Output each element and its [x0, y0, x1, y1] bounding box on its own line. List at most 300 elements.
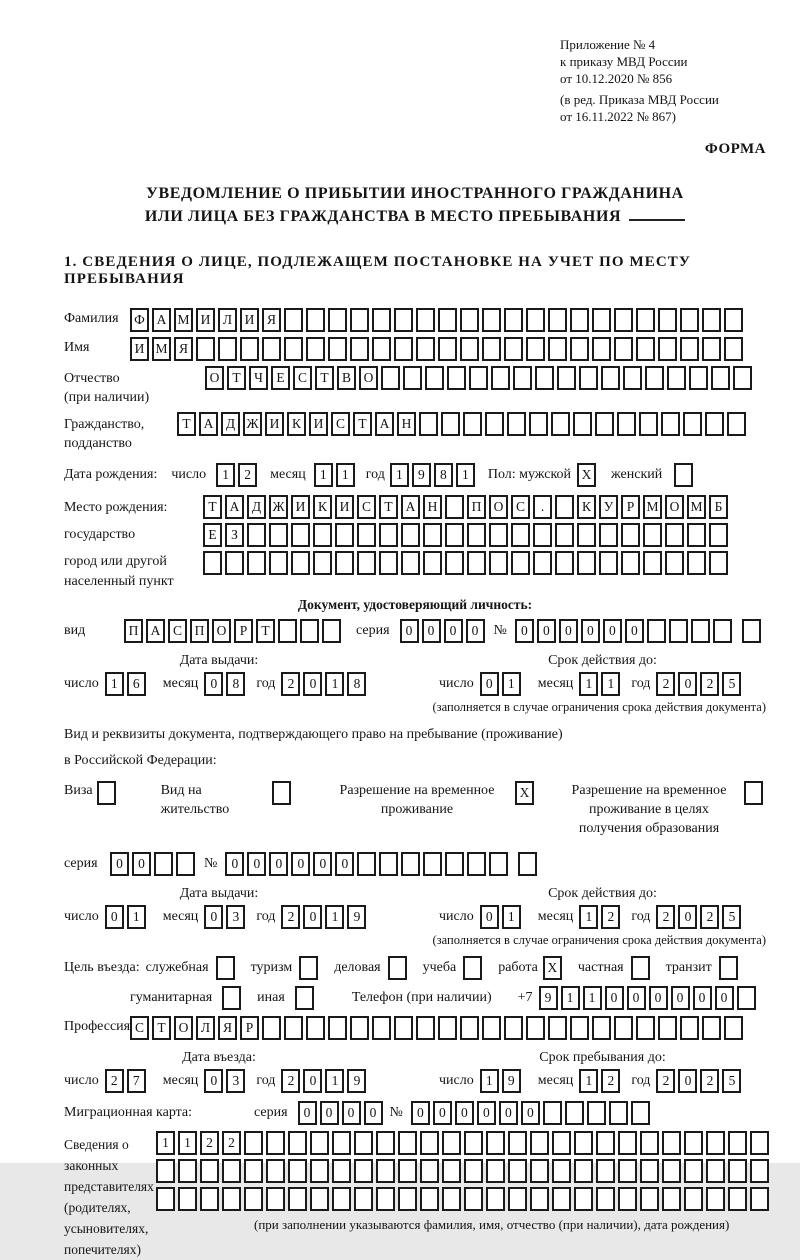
form-cell[interactable]	[658, 1016, 677, 1040]
form-cell[interactable]: 0	[204, 672, 223, 696]
form-cell[interactable]	[335, 551, 354, 575]
form-cell[interactable]	[529, 412, 548, 436]
form-cell[interactable]	[372, 308, 391, 332]
form-cell[interactable]	[328, 1016, 347, 1040]
form-cell[interactable]	[573, 412, 592, 436]
form-cell[interactable]	[464, 1187, 483, 1211]
form-cell[interactable]: Ч	[249, 366, 268, 390]
form-cell[interactable]	[618, 1131, 637, 1155]
form-cell[interactable]: Л	[218, 308, 237, 332]
form-cell[interactable]: А	[401, 495, 420, 519]
form-cell[interactable]	[552, 1131, 571, 1155]
form-cell[interactable]	[266, 1131, 285, 1155]
form-cell[interactable]	[618, 1159, 637, 1183]
form-cell[interactable]	[713, 619, 732, 643]
form-cell[interactable]	[310, 1131, 329, 1155]
form-cell[interactable]	[574, 1187, 593, 1211]
form-cell[interactable]	[621, 523, 640, 547]
form-cell[interactable]: 2	[601, 1069, 620, 1093]
form-cell[interactable]: Н	[397, 412, 416, 436]
form-cell[interactable]	[662, 1131, 681, 1155]
form-cell[interactable]	[647, 619, 666, 643]
form-cell[interactable]	[288, 1159, 307, 1183]
form-cell[interactable]: 0	[400, 619, 419, 643]
form-cell[interactable]	[596, 1131, 615, 1155]
form-cell[interactable]	[376, 1159, 395, 1183]
form-cell[interactable]: 0	[433, 1101, 452, 1125]
form-cell[interactable]: 0	[649, 986, 668, 1010]
form-cell[interactable]: П	[124, 619, 143, 643]
form-cell[interactable]: Л	[196, 1016, 215, 1040]
form-cell[interactable]	[247, 551, 266, 575]
form-cell[interactable]: С	[293, 366, 312, 390]
form-cell[interactable]	[570, 1016, 589, 1040]
form-cell[interactable]	[222, 1187, 241, 1211]
form-cell[interactable]: Б	[709, 495, 728, 519]
form-cell[interactable]: 1	[579, 672, 598, 696]
form-cell[interactable]	[442, 1159, 461, 1183]
form-cell[interactable]	[621, 551, 640, 575]
form-cell[interactable]: 0	[480, 905, 499, 929]
form-cell[interactable]	[328, 308, 347, 332]
form-cell[interactable]: О	[359, 366, 378, 390]
form-cell[interactable]	[658, 308, 677, 332]
form-cell[interactable]: 0	[627, 986, 646, 1010]
form-cell[interactable]	[332, 1131, 351, 1155]
form-cell[interactable]	[469, 366, 488, 390]
form-cell[interactable]	[485, 412, 504, 436]
form-cell[interactable]	[463, 956, 482, 980]
form-cell[interactable]	[379, 551, 398, 575]
form-cell[interactable]	[401, 852, 420, 876]
form-cell[interactable]: 2	[281, 905, 300, 929]
form-cell[interactable]: 0	[603, 619, 622, 643]
form-cell[interactable]: М	[643, 495, 662, 519]
form-cell[interactable]: Т	[353, 412, 372, 436]
form-cell[interactable]: 0	[515, 619, 534, 643]
form-cell[interactable]	[482, 1016, 501, 1040]
form-cell[interactable]: М	[152, 337, 171, 361]
form-cell[interactable]	[565, 1101, 584, 1125]
form-cell[interactable]	[489, 551, 508, 575]
form-cell[interactable]: 1	[579, 905, 598, 929]
form-cell[interactable]: 2	[200, 1131, 219, 1155]
form-cell[interactable]: 0	[678, 905, 697, 929]
form-cell[interactable]: 9	[539, 986, 558, 1010]
form-cell[interactable]: 0	[364, 1101, 383, 1125]
form-cell[interactable]: У	[599, 495, 618, 519]
form-cell[interactable]	[574, 1131, 593, 1155]
form-cell[interactable]: 0	[715, 986, 734, 1010]
form-cell[interactable]: 1	[336, 463, 355, 487]
form-cell[interactable]	[354, 1159, 373, 1183]
form-cell[interactable]	[689, 366, 708, 390]
form-cell[interactable]: Ж	[269, 495, 288, 519]
form-cell[interactable]	[398, 1131, 417, 1155]
form-cell[interactable]	[441, 412, 460, 436]
form-cell[interactable]	[543, 1101, 562, 1125]
form-cell[interactable]	[222, 986, 241, 1010]
form-cell[interactable]: 1	[390, 463, 409, 487]
form-cell[interactable]	[511, 551, 530, 575]
form-cell[interactable]	[423, 523, 442, 547]
form-cell[interactable]: И	[130, 337, 149, 361]
form-cell[interactable]	[306, 337, 325, 361]
form-cell[interactable]: 0	[559, 619, 578, 643]
form-cell[interactable]: 2	[222, 1131, 241, 1155]
form-cell[interactable]: 0	[605, 986, 624, 1010]
form-cell[interactable]	[288, 1187, 307, 1211]
form-cell[interactable]	[548, 308, 567, 332]
form-cell[interactable]	[222, 1159, 241, 1183]
form-cell[interactable]	[464, 1159, 483, 1183]
form-cell[interactable]	[447, 366, 466, 390]
form-cell[interactable]: 0	[678, 672, 697, 696]
form-cell[interactable]	[595, 412, 614, 436]
form-cell[interactable]: 1	[561, 986, 580, 1010]
form-cell[interactable]	[513, 366, 532, 390]
form-cell[interactable]: X	[543, 956, 562, 980]
form-cell[interactable]	[687, 523, 706, 547]
form-cell[interactable]	[508, 1131, 527, 1155]
form-cell[interactable]	[555, 551, 574, 575]
form-cell[interactable]: 1	[502, 672, 521, 696]
form-cell[interactable]: 2	[700, 1069, 719, 1093]
form-cell[interactable]: К	[313, 495, 332, 519]
form-cell[interactable]	[728, 1131, 747, 1155]
form-cell[interactable]	[288, 1131, 307, 1155]
form-cell[interactable]	[662, 1159, 681, 1183]
form-cell[interactable]: Р	[234, 619, 253, 643]
form-cell[interactable]: О	[665, 495, 684, 519]
form-cell[interactable]: 0	[466, 619, 485, 643]
form-cell[interactable]	[724, 337, 743, 361]
form-cell[interactable]	[518, 852, 537, 876]
form-cell[interactable]	[200, 1187, 219, 1211]
form-cell[interactable]	[709, 523, 728, 547]
form-cell[interactable]: О	[212, 619, 231, 643]
form-cell[interactable]	[658, 337, 677, 361]
form-cell[interactable]	[706, 1131, 725, 1155]
form-cell[interactable]: 1	[480, 1069, 499, 1093]
form-cell[interactable]	[665, 523, 684, 547]
form-cell[interactable]: 0	[247, 852, 266, 876]
form-cell[interactable]: 1	[127, 905, 146, 929]
form-cell[interactable]: С	[331, 412, 350, 436]
form-cell[interactable]	[684, 1131, 703, 1155]
form-cell[interactable]	[724, 308, 743, 332]
form-cell[interactable]: 0	[693, 986, 712, 1010]
form-cell[interactable]	[486, 1131, 505, 1155]
form-cell[interactable]	[310, 1159, 329, 1183]
form-cell[interactable]	[310, 1187, 329, 1211]
form-cell[interactable]: С	[130, 1016, 149, 1040]
form-cell[interactable]	[423, 852, 442, 876]
form-cell[interactable]	[504, 1016, 523, 1040]
form-cell[interactable]	[661, 412, 680, 436]
form-cell[interactable]: И	[335, 495, 354, 519]
form-cell[interactable]: 6	[127, 672, 146, 696]
form-cell[interactable]: .	[533, 495, 552, 519]
form-cell[interactable]	[640, 1131, 659, 1155]
form-cell[interactable]	[244, 1187, 263, 1211]
form-cell[interactable]	[504, 337, 523, 361]
form-cell[interactable]	[599, 551, 618, 575]
form-cell[interactable]	[680, 308, 699, 332]
form-cell[interactable]	[733, 366, 752, 390]
form-cell[interactable]	[684, 1159, 703, 1183]
form-cell[interactable]	[742, 619, 761, 643]
form-cell[interactable]: 1	[105, 672, 124, 696]
form-cell[interactable]	[403, 366, 422, 390]
form-cell[interactable]	[445, 495, 464, 519]
form-cell[interactable]: Н	[423, 495, 442, 519]
form-cell[interactable]: 0	[678, 1069, 697, 1093]
form-cell[interactable]	[526, 308, 545, 332]
form-cell[interactable]: Р	[621, 495, 640, 519]
form-cell[interactable]: Т	[203, 495, 222, 519]
form-cell[interactable]	[416, 308, 435, 332]
form-cell[interactable]	[300, 619, 319, 643]
form-cell[interactable]: Я	[262, 308, 281, 332]
form-cell[interactable]	[398, 1187, 417, 1211]
form-cell[interactable]: 9	[502, 1069, 521, 1093]
form-cell[interactable]	[379, 523, 398, 547]
form-cell[interactable]	[394, 337, 413, 361]
form-cell[interactable]: 2	[700, 672, 719, 696]
form-cell[interactable]	[284, 308, 303, 332]
form-cell[interactable]: И	[196, 308, 215, 332]
form-cell[interactable]: 3	[226, 1069, 245, 1093]
form-cell[interactable]	[623, 366, 642, 390]
form-cell[interactable]	[467, 523, 486, 547]
form-cell[interactable]: Е	[203, 523, 222, 547]
form-cell[interactable]	[680, 1016, 699, 1040]
form-cell[interactable]	[442, 1187, 461, 1211]
form-cell[interactable]	[508, 1187, 527, 1211]
form-cell[interactable]	[372, 1016, 391, 1040]
form-cell[interactable]	[394, 1016, 413, 1040]
form-cell[interactable]	[486, 1187, 505, 1211]
form-cell[interactable]	[667, 366, 686, 390]
form-cell[interactable]: К	[577, 495, 596, 519]
form-cell[interactable]	[643, 551, 662, 575]
form-cell[interactable]	[530, 1131, 549, 1155]
form-cell[interactable]	[438, 1016, 457, 1040]
form-cell[interactable]	[244, 1131, 263, 1155]
form-cell[interactable]	[376, 1131, 395, 1155]
form-cell[interactable]	[526, 1016, 545, 1040]
form-cell[interactable]	[306, 308, 325, 332]
form-cell[interactable]	[533, 551, 552, 575]
form-cell[interactable]	[596, 1159, 615, 1183]
form-cell[interactable]	[419, 412, 438, 436]
form-cell[interactable]: 0	[342, 1101, 361, 1125]
form-cell[interactable]	[156, 1187, 175, 1211]
form-cell[interactable]	[618, 1187, 637, 1211]
form-cell[interactable]	[376, 1187, 395, 1211]
form-cell[interactable]: 0	[455, 1101, 474, 1125]
form-cell[interactable]: 0	[105, 905, 124, 929]
form-cell[interactable]: А	[199, 412, 218, 436]
form-cell[interactable]	[614, 308, 633, 332]
form-cell[interactable]: 0	[625, 619, 644, 643]
form-cell[interactable]: 0	[477, 1101, 496, 1125]
form-cell[interactable]	[687, 551, 706, 575]
form-cell[interactable]: 1	[579, 1069, 598, 1093]
form-cell[interactable]	[636, 1016, 655, 1040]
form-cell[interactable]	[328, 337, 347, 361]
form-cell[interactable]	[643, 523, 662, 547]
form-cell[interactable]: И	[240, 308, 259, 332]
form-cell[interactable]	[398, 1159, 417, 1183]
form-cell[interactable]	[445, 523, 464, 547]
form-cell[interactable]	[574, 1159, 593, 1183]
form-cell[interactable]: А	[375, 412, 394, 436]
form-cell[interactable]	[322, 619, 341, 643]
form-cell[interactable]	[617, 412, 636, 436]
form-cell[interactable]: 0	[320, 1101, 339, 1125]
form-cell[interactable]: 0	[581, 619, 600, 643]
form-cell[interactable]: Д	[247, 495, 266, 519]
form-cell[interactable]	[442, 1131, 461, 1155]
form-cell[interactable]: 0	[444, 619, 463, 643]
form-cell[interactable]	[579, 366, 598, 390]
form-cell[interactable]	[587, 1101, 606, 1125]
form-cell[interactable]	[401, 523, 420, 547]
form-cell[interactable]: 0	[291, 852, 310, 876]
form-cell[interactable]	[420, 1159, 439, 1183]
form-cell[interactable]: 2	[656, 905, 675, 929]
form-cell[interactable]	[719, 956, 738, 980]
form-cell[interactable]	[445, 551, 464, 575]
form-cell[interactable]: К	[287, 412, 306, 436]
form-cell[interactable]: 9	[347, 1069, 366, 1093]
form-cell[interactable]: А	[225, 495, 244, 519]
form-cell[interactable]: 0	[110, 852, 129, 876]
form-cell[interactable]	[278, 619, 297, 643]
form-cell[interactable]	[640, 1187, 659, 1211]
form-cell[interactable]: Т	[227, 366, 246, 390]
form-cell[interactable]	[636, 337, 655, 361]
form-cell[interactable]	[614, 1016, 633, 1040]
form-cell[interactable]	[262, 337, 281, 361]
form-cell[interactable]	[354, 1187, 373, 1211]
form-cell[interactable]: 0	[269, 852, 288, 876]
form-cell[interactable]	[683, 412, 702, 436]
form-cell[interactable]	[156, 1159, 175, 1183]
form-cell[interactable]: 0	[422, 619, 441, 643]
form-cell[interactable]	[176, 852, 195, 876]
form-cell[interactable]: 0	[204, 905, 223, 929]
form-cell[interactable]	[482, 308, 501, 332]
form-cell[interactable]	[357, 551, 376, 575]
form-cell[interactable]: Ф	[130, 308, 149, 332]
form-cell[interactable]	[200, 1159, 219, 1183]
form-cell[interactable]: 2	[281, 672, 300, 696]
form-cell[interactable]	[750, 1187, 769, 1211]
form-cell[interactable]: 0	[521, 1101, 540, 1125]
form-cell[interactable]: И	[291, 495, 310, 519]
form-cell[interactable]	[269, 523, 288, 547]
form-cell[interactable]	[596, 1187, 615, 1211]
form-cell[interactable]: 1	[583, 986, 602, 1010]
form-cell[interactable]	[240, 337, 259, 361]
form-cell[interactable]	[262, 1016, 281, 1040]
form-cell[interactable]: 0	[204, 1069, 223, 1093]
form-cell[interactable]: С	[168, 619, 187, 643]
form-cell[interactable]: Д	[221, 412, 240, 436]
form-cell[interactable]: А	[152, 308, 171, 332]
form-cell[interactable]	[379, 852, 398, 876]
form-cell[interactable]	[577, 523, 596, 547]
form-cell[interactable]: 9	[347, 905, 366, 929]
form-cell[interactable]	[284, 1016, 303, 1040]
form-cell[interactable]	[557, 366, 576, 390]
form-cell[interactable]	[313, 551, 332, 575]
form-cell[interactable]	[577, 551, 596, 575]
form-cell[interactable]: П	[190, 619, 209, 643]
form-cell[interactable]: М	[687, 495, 706, 519]
form-cell[interactable]	[728, 1159, 747, 1183]
form-cell[interactable]: 1	[178, 1131, 197, 1155]
form-cell[interactable]: 5	[722, 905, 741, 929]
form-cell[interactable]: 1	[456, 463, 475, 487]
form-cell[interactable]: 0	[537, 619, 556, 643]
form-cell[interactable]: 9	[412, 463, 431, 487]
form-cell[interactable]	[416, 337, 435, 361]
form-cell[interactable]	[570, 337, 589, 361]
form-cell[interactable]	[381, 366, 400, 390]
form-cell[interactable]	[511, 523, 530, 547]
form-cell[interactable]: Т	[177, 412, 196, 436]
form-cell[interactable]	[706, 1187, 725, 1211]
form-cell[interactable]: 0	[303, 1069, 322, 1093]
form-cell[interactable]: 2	[105, 1069, 124, 1093]
form-cell[interactable]	[614, 337, 633, 361]
form-cell[interactable]	[482, 337, 501, 361]
form-cell[interactable]	[464, 1131, 483, 1155]
form-cell[interactable]	[592, 1016, 611, 1040]
form-cell[interactable]	[244, 1159, 263, 1183]
form-cell[interactable]	[489, 523, 508, 547]
form-cell[interactable]: Я	[218, 1016, 237, 1040]
form-cell[interactable]: 1	[325, 905, 344, 929]
form-cell[interactable]	[372, 337, 391, 361]
form-cell[interactable]: Р	[240, 1016, 259, 1040]
form-cell[interactable]: 0	[480, 672, 499, 696]
form-cell[interactable]: 3	[226, 905, 245, 929]
form-cell[interactable]: 0	[499, 1101, 518, 1125]
form-cell[interactable]	[555, 523, 574, 547]
form-cell[interactable]	[154, 852, 173, 876]
form-cell[interactable]	[306, 1016, 325, 1040]
form-cell[interactable]	[486, 1159, 505, 1183]
form-cell[interactable]: 8	[434, 463, 453, 487]
form-cell[interactable]	[425, 366, 444, 390]
form-cell[interactable]: 0	[313, 852, 332, 876]
form-cell[interactable]	[350, 1016, 369, 1040]
form-cell[interactable]	[570, 308, 589, 332]
form-cell[interactable]	[225, 551, 244, 575]
form-cell[interactable]	[266, 1187, 285, 1211]
form-cell[interactable]	[332, 1159, 351, 1183]
form-cell[interactable]	[467, 551, 486, 575]
form-cell[interactable]	[354, 1131, 373, 1155]
form-cell[interactable]	[737, 986, 756, 1010]
form-cell[interactable]	[639, 412, 658, 436]
form-cell[interactable]	[203, 551, 222, 575]
